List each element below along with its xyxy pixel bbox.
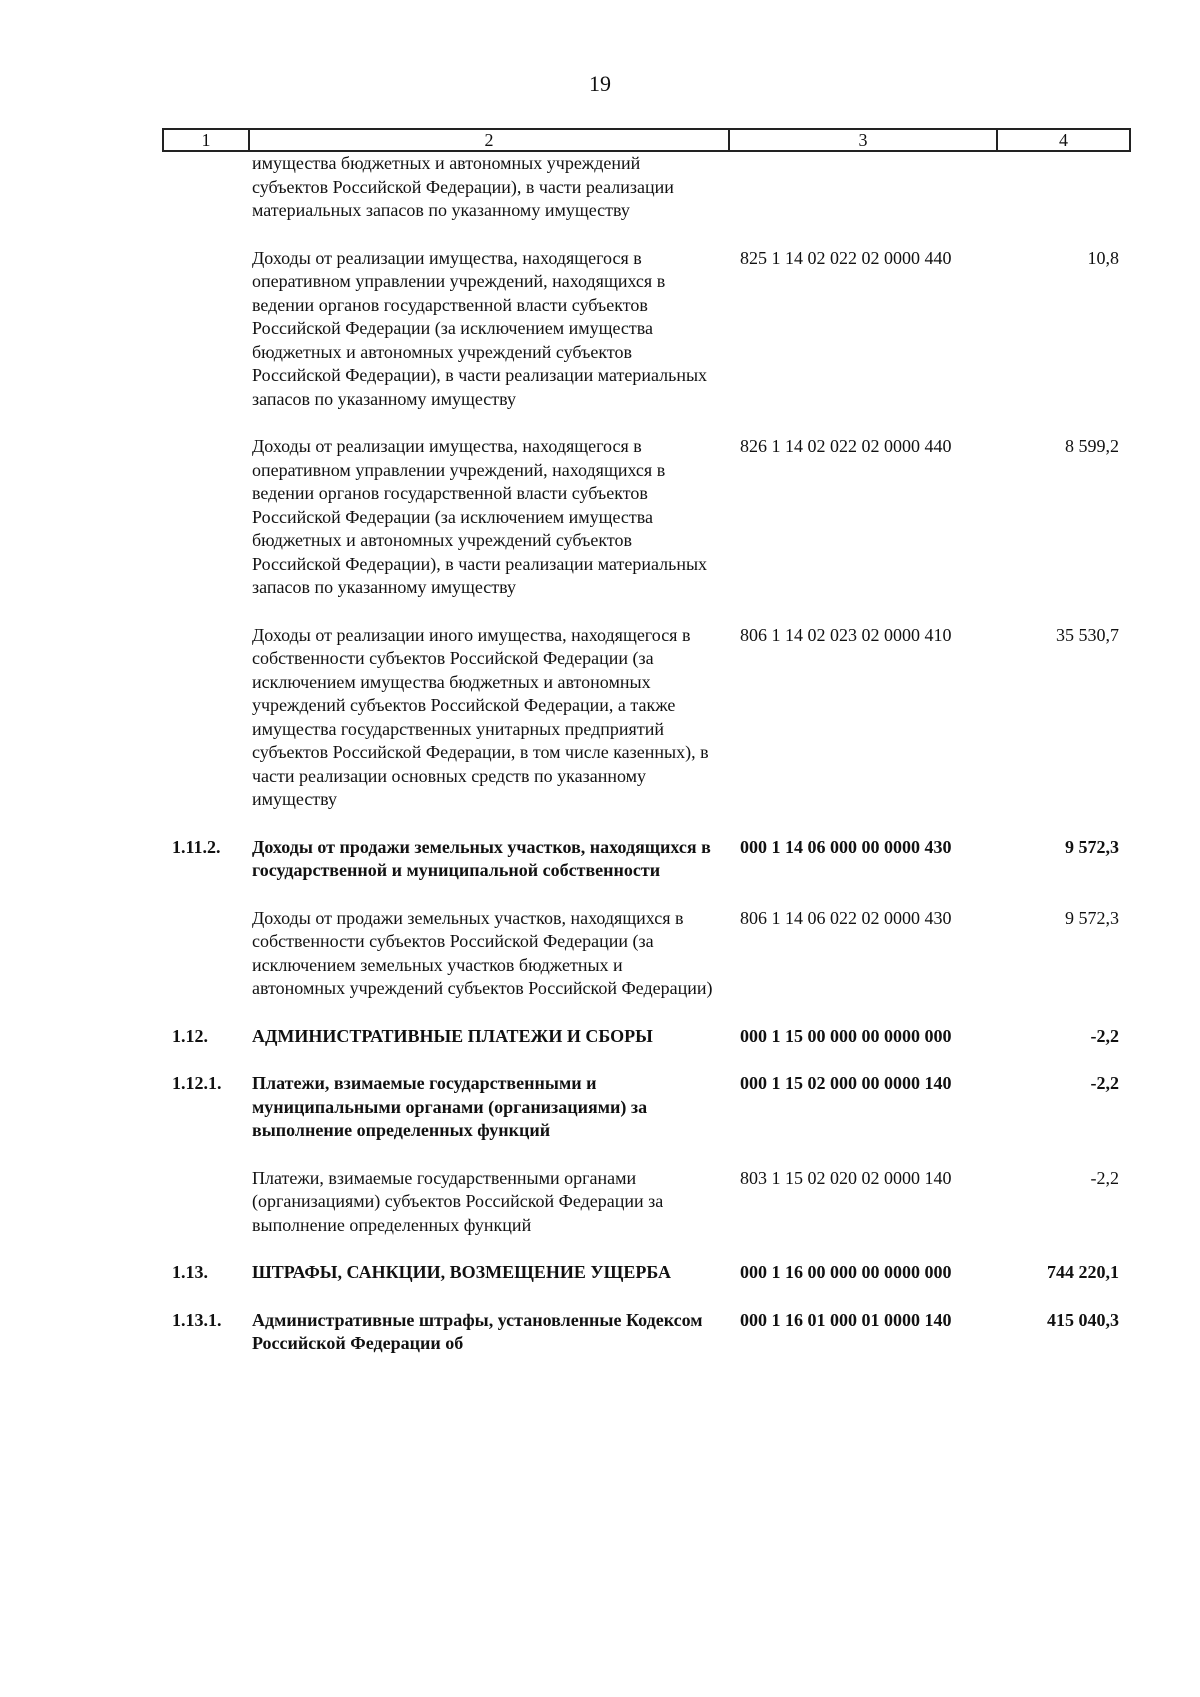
table-row [162,1072,1129,1143]
row-name: Платежи, взимаемые государственными и муниципальными органами (организациями) за выполнение определенных функций [252,1073,648,1140]
row-name: Доходы от реализации иного имущества, находящегося в собственности субъектов Российской Федерации (за исключением имущества бюджетных и автономных учреждений субъектов Российской Федерации, а также имущества государственных унитарных предприятий субъектов Российской Федерации, в том числе казенных), в части реализации основных средств по указанному имуществу [252,624,709,809]
row-number [162,152,242,223]
table-row [162,836,1129,883]
header-col-2: 2 [249,129,729,151]
row-number: 1.11.2. [172,836,221,857]
row-code: 000 1 15 00 000 00 0000 000 [740,1025,952,1046]
row-number: 1.12.1. [172,1073,222,1093]
row-value: -2,2 [1090,1167,1119,1188]
row-code: 806 1 14 02 023 02 0000 410 [740,624,952,645]
table-row [162,1167,1129,1238]
row-number: 1.12. [172,1025,208,1046]
row-code [720,152,990,223]
table-row [162,1309,1129,1356]
row-value: 744 220,1 [1047,1262,1119,1282]
table-header [162,128,1131,152]
header-col-4: 4 [997,129,1130,151]
row-code: 803 1 15 02 020 02 0000 140 [740,1167,952,1188]
row-name: Административные штрафы, установленные Кодексом Российской Федерации об [252,1309,703,1353]
table-row [162,247,1129,412]
row-number [162,247,242,412]
table-body [162,152,1129,1380]
row-name: имущества бюджетных и автономных учреждений субъектов Российской Федерации), в части реализации материальных запасов по указанному имуществу [252,153,674,220]
table-row [162,435,1129,600]
row-name: ШТРАФЫ, САНКЦИИ, ВОЗМЕЩЕНИЕ УЩЕРБА [252,1262,672,1282]
row-code: 000 1 16 00 000 00 0000 000 [740,1262,952,1282]
header-col-3: 3 [729,129,997,151]
row-number: 1.13. [172,1262,208,1282]
row-code: 000 1 16 01 000 01 0000 140 [740,1309,952,1330]
row-code: 826 1 14 02 022 02 0000 440 [740,436,952,456]
row-value: 415 040,3 [1047,1309,1119,1330]
row-number [162,907,242,1001]
row-value: -2,2 [1090,1073,1119,1093]
row-name: АДМИНИСТРАТИВНЫЕ ПЛАТЕЖИ И СБОРЫ [252,1025,653,1046]
row-value: 8 599,2 [1065,436,1119,456]
table-row [162,1025,1129,1049]
page-number: 19 [589,71,611,96]
row-value: 9 572,3 [1065,907,1119,928]
row-value: 35 530,7 [1056,624,1119,645]
row-name: Платежи, взимаемые государственными органами (организациями) субъектов Российской Федерации за выполнение определенных функций [252,1167,664,1235]
row-value [990,152,1129,223]
header-col-1: 1 [163,129,249,151]
row-name: Доходы от реализации имущества, находящегося в оперативном управлении учреждений, находящихся в ведении органов государственной власти субъектов Российской Федерации (за исключением имущества бюджетных и автономных учреждений субъектов Российской Федерации), в части реализации материальных запасов по указанному имуществу [252,436,708,597]
table-row [162,624,1129,812]
row-number [162,1167,242,1238]
table-row [162,1261,1129,1285]
row-number [162,624,242,812]
row-code: 000 1 15 02 000 00 0000 140 [740,1073,952,1093]
row-code: 000 1 14 06 000 00 0000 430 [740,836,952,857]
row-name: Доходы от реализации имущества, находящегося в оперативном управлении учреждений, находящихся в ведении органов государственной власти субъектов Российской Федерации (за исключением имущества бюджетных и автономных учреждений субъектов Российской Федерации), в части реализации материальных запасов по указанному имуществу [252,247,708,409]
row-code: 806 1 14 06 022 02 0000 430 [740,907,952,928]
row-number [162,435,242,600]
row-name: Доходы от продажи земельных участков, находящихся в государственной и муниципальной собственности [252,836,711,880]
table-row [162,907,1129,1001]
row-number: 1.13.1. [172,1309,222,1330]
table-row [162,152,1129,223]
row-name: Доходы от продажи земельных участков, находящихся в собственности субъектов Российской Федерации (за исключением земельных участков бюджетных и автономных учреждений субъектов Российской Федерации) [252,907,713,998]
row-code: 825 1 14 02 022 02 0000 440 [740,247,952,268]
row-value: 10,8 [1087,247,1119,268]
row-value: -2,2 [1090,1025,1119,1046]
row-value: 9 572,3 [1065,836,1119,857]
